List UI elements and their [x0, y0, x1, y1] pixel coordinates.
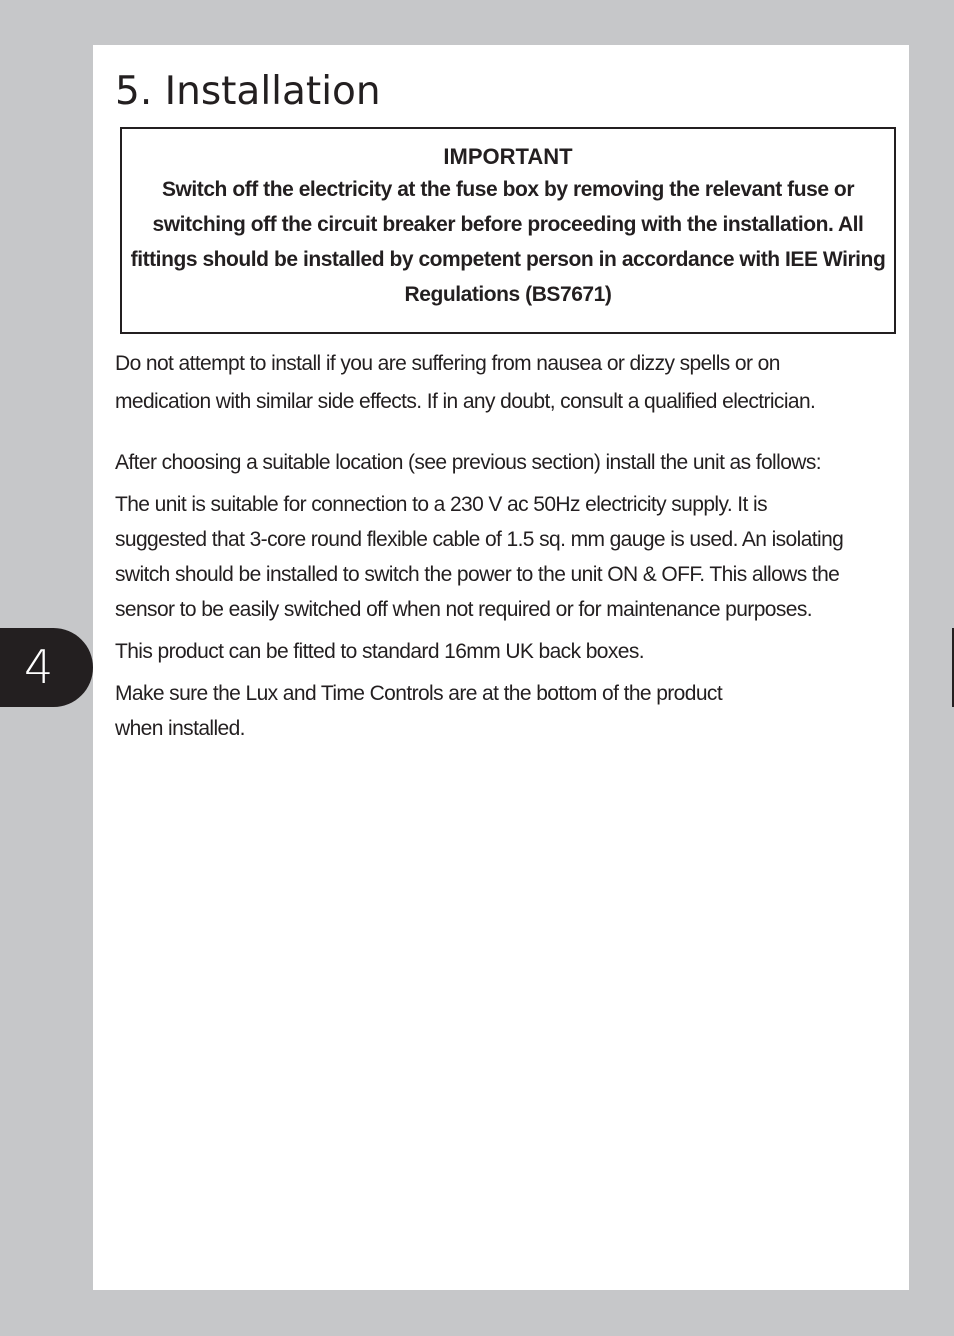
paragraph-line: suggested that 3-core round flexible cable of 1.5 sq. mm gauge is used. An isolating: [115, 528, 844, 551]
paragraph-line: The unit is suitable for connection to a 230 V ac 50Hz electricity supply. It is: [115, 493, 767, 516]
paragraph-controls: [115, 676, 722, 746]
paragraph-line: medication with similar side effects. If in any doubt, consult a qualified electrician.: [115, 390, 816, 413]
paragraph-line: switch should be installed to switch the power to the unit ON & OFF. This allows the: [115, 563, 840, 586]
paragraph-line: sensor to be easily switched off when not required or for maintenance purposes.: [115, 598, 812, 621]
paragraph-line: Do not attempt to install if you are suffering from nausea or dizzy spells or on: [115, 352, 780, 375]
section-title: 5. Installation: [115, 69, 381, 114]
paragraph-line: After choosing a suitable location (see previous section) install the unit as follows:: [115, 451, 821, 474]
paragraph-location: [115, 445, 821, 481]
page-number-tab: 4: [0, 628, 93, 707]
paragraph-line: This product can be fitted to standard 16mm UK back boxes.: [115, 640, 644, 663]
paragraph-health-warning: [115, 345, 815, 421]
important-text: Switch off the electricity at the fuse box by removing the relevant fuse or switching off the circuit breaker before proceeding with the installation. All fittings should be installed by competent person in accordance with IEE Wiring Regulations (BS7671): [130, 178, 886, 306]
manual-page: [93, 45, 909, 1290]
paragraph-line: when installed.: [115, 717, 245, 740]
paragraph-supply: [115, 487, 843, 627]
important-heading: IMPORTANT: [443, 144, 573, 169]
paragraph-back-boxes: [115, 634, 644, 669]
important-notice-box: [120, 127, 896, 334]
paragraph-line: Make sure the Lux and Time Controls are at the bottom of the product: [115, 682, 723, 705]
